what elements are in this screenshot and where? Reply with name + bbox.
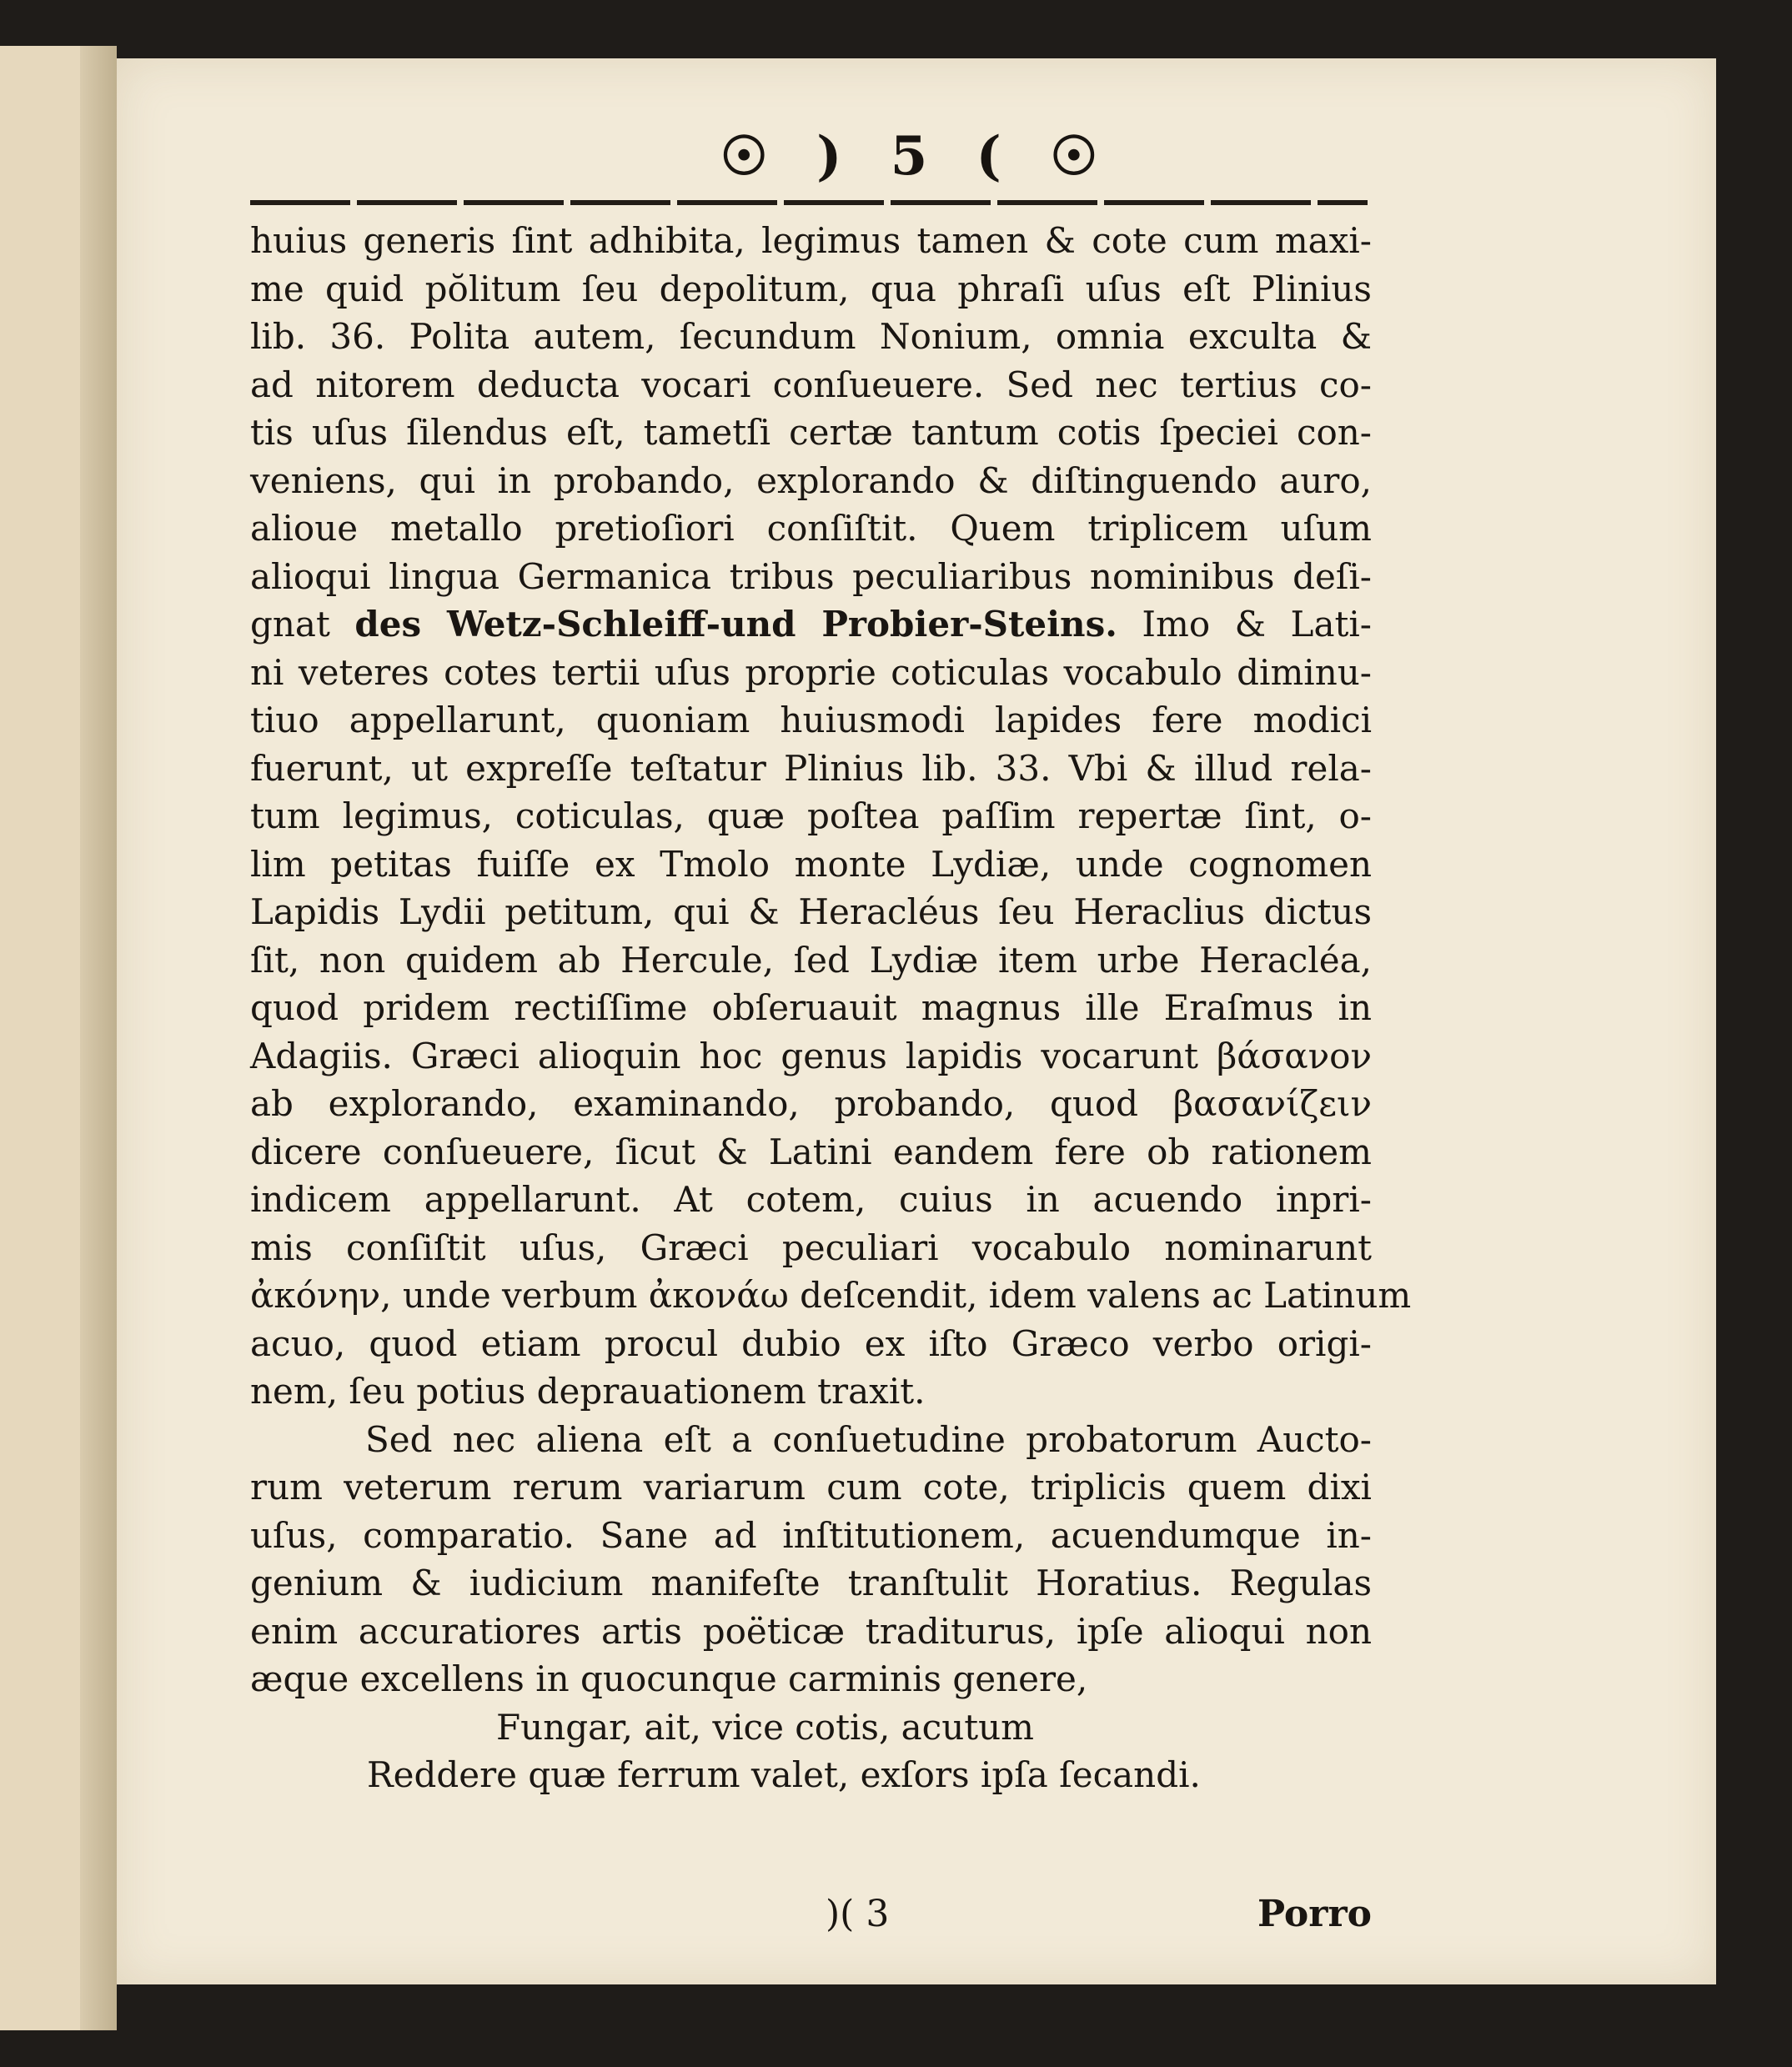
text-line: genium & iudicium manifeſte tranſtulit Horatius. Regulas xyxy=(250,1563,1372,1603)
text-line: fuerunt, ut expreſſe teſtatur Plinius lib. 33. Vbi & illud rela- xyxy=(250,747,1372,789)
book-page xyxy=(117,58,1716,1984)
text-line: quod pridem rectiſſime obſeruauit magnus ille Eraſmus in xyxy=(250,987,1372,1028)
header-rule xyxy=(250,200,1368,205)
text-line: ni veteres cotes tertii uſus proprie coticulas vocabulo diminu- xyxy=(250,651,1372,693)
text-line: tum legimus, coticulas, quæ poſtea paſſim repertæ ſint, o- xyxy=(250,795,1372,836)
text-line: mis conſiſtit uſus, Græci peculiari vocabulo nominarunt xyxy=(250,1227,1372,1268)
gutter-shadow xyxy=(80,46,117,2030)
text-fragment: Imo & Lati- xyxy=(1142,604,1372,645)
text-line: huius generis ſint adhibita, legimus tamen & cote cum maxi- xyxy=(250,220,1372,261)
text-line: rum veterum rerum variarum cum cote, triplicis quem dixi xyxy=(250,1467,1372,1508)
text-line: veniens, qui in probando, explorando & diſtinguendo auro, xyxy=(250,459,1372,501)
text-line: ad nitorem deducta vocari conſueuere. Sed nec tertius co- xyxy=(250,364,1372,405)
text-line: lib. 36. Polita autem, ſecundum Nonium, omnia exculta & xyxy=(250,316,1372,357)
text-line: ſit, non quidem ab Hercule, ſed Lydiæ item urbe Heracléa, xyxy=(250,939,1372,981)
text-line: dicere conſueuere, ſicut & Latini eandem fere ob rationem xyxy=(250,1131,1372,1172)
page-text xyxy=(250,217,1412,1799)
signature-mark: )( 3 xyxy=(826,1893,890,1935)
text-line: tis uſus ſilendus eſt, tametſi certæ tantum cotis ſpeciei con- xyxy=(250,412,1372,453)
text-line: nem, ſeu potius deprauationem traxit. xyxy=(250,1371,926,1412)
german-blackletter-phrase: des Wetz-Schleiff-und Probier-Steins. xyxy=(354,604,1117,645)
running-head: ☉ ) 5 ( ☉ xyxy=(720,125,1113,188)
catchword: Porro xyxy=(1257,1893,1372,1935)
page-footer xyxy=(250,1893,1372,1943)
verse-line: Reddere quæ ferrum valet, exſors ipſa ſecandi. xyxy=(367,1754,1201,1795)
text-line: alioqui lingua Germanica tribus peculiaribus nominibus deſi- xyxy=(250,555,1372,597)
text-line: Lapidis Lydii petitum, qui & Heracléus ſeu Heraclius dictus xyxy=(250,891,1372,932)
text-line: ἀκόνην, unde verbum ἀκονάω deſcendit, idem valens ac Latinum xyxy=(250,1275,1412,1316)
text-line-blackletter xyxy=(250,600,1372,649)
text-line: Adagiis. Græci alioquin hoc genus lapidis vocarunt βάσανον xyxy=(250,1035,1372,1076)
text-line: alioue metallo pretioſiori conſiſtit. Quem triplicem uſum xyxy=(250,508,1372,549)
text-line: tiuo appellarunt, quoniam huiusmodi lapides fere modici xyxy=(250,700,1372,740)
text-line: me quid pŏlitum ſeu depolitum, qua phraſi uſus eſt Plinius xyxy=(250,268,1372,309)
verse-line: Fungar, ait, vice cotis, acutum xyxy=(496,1706,1035,1748)
text-line: acuo, quod etiam procul dubio ex iſto Græco verbo origi- xyxy=(250,1322,1372,1364)
text-line: enim accuratiores artis poëticæ traditurus, ipſe alioqui non xyxy=(250,1610,1372,1652)
paragraph-start: Sed nec aliena eſt a conſuetudine probatorum Aucto- xyxy=(365,1418,1372,1460)
text-line: lim petitas fuiſſe ex Tmolo monte Lydiæ, unde cognomen xyxy=(250,843,1372,885)
text-line: uſus, comparatio. Sane ad inſtitutionem, acuendumque in- xyxy=(250,1514,1372,1556)
text-line: æque excellens in quocunque carminis genere, xyxy=(250,1658,1088,1699)
text-line: indicem appellarunt. At cotem, cuius in acuendo inpri- xyxy=(250,1179,1372,1220)
text-line: ab explorando, examinando, probando, quod βασανίζειν xyxy=(250,1083,1372,1124)
text-fragment: gnat xyxy=(250,604,330,645)
